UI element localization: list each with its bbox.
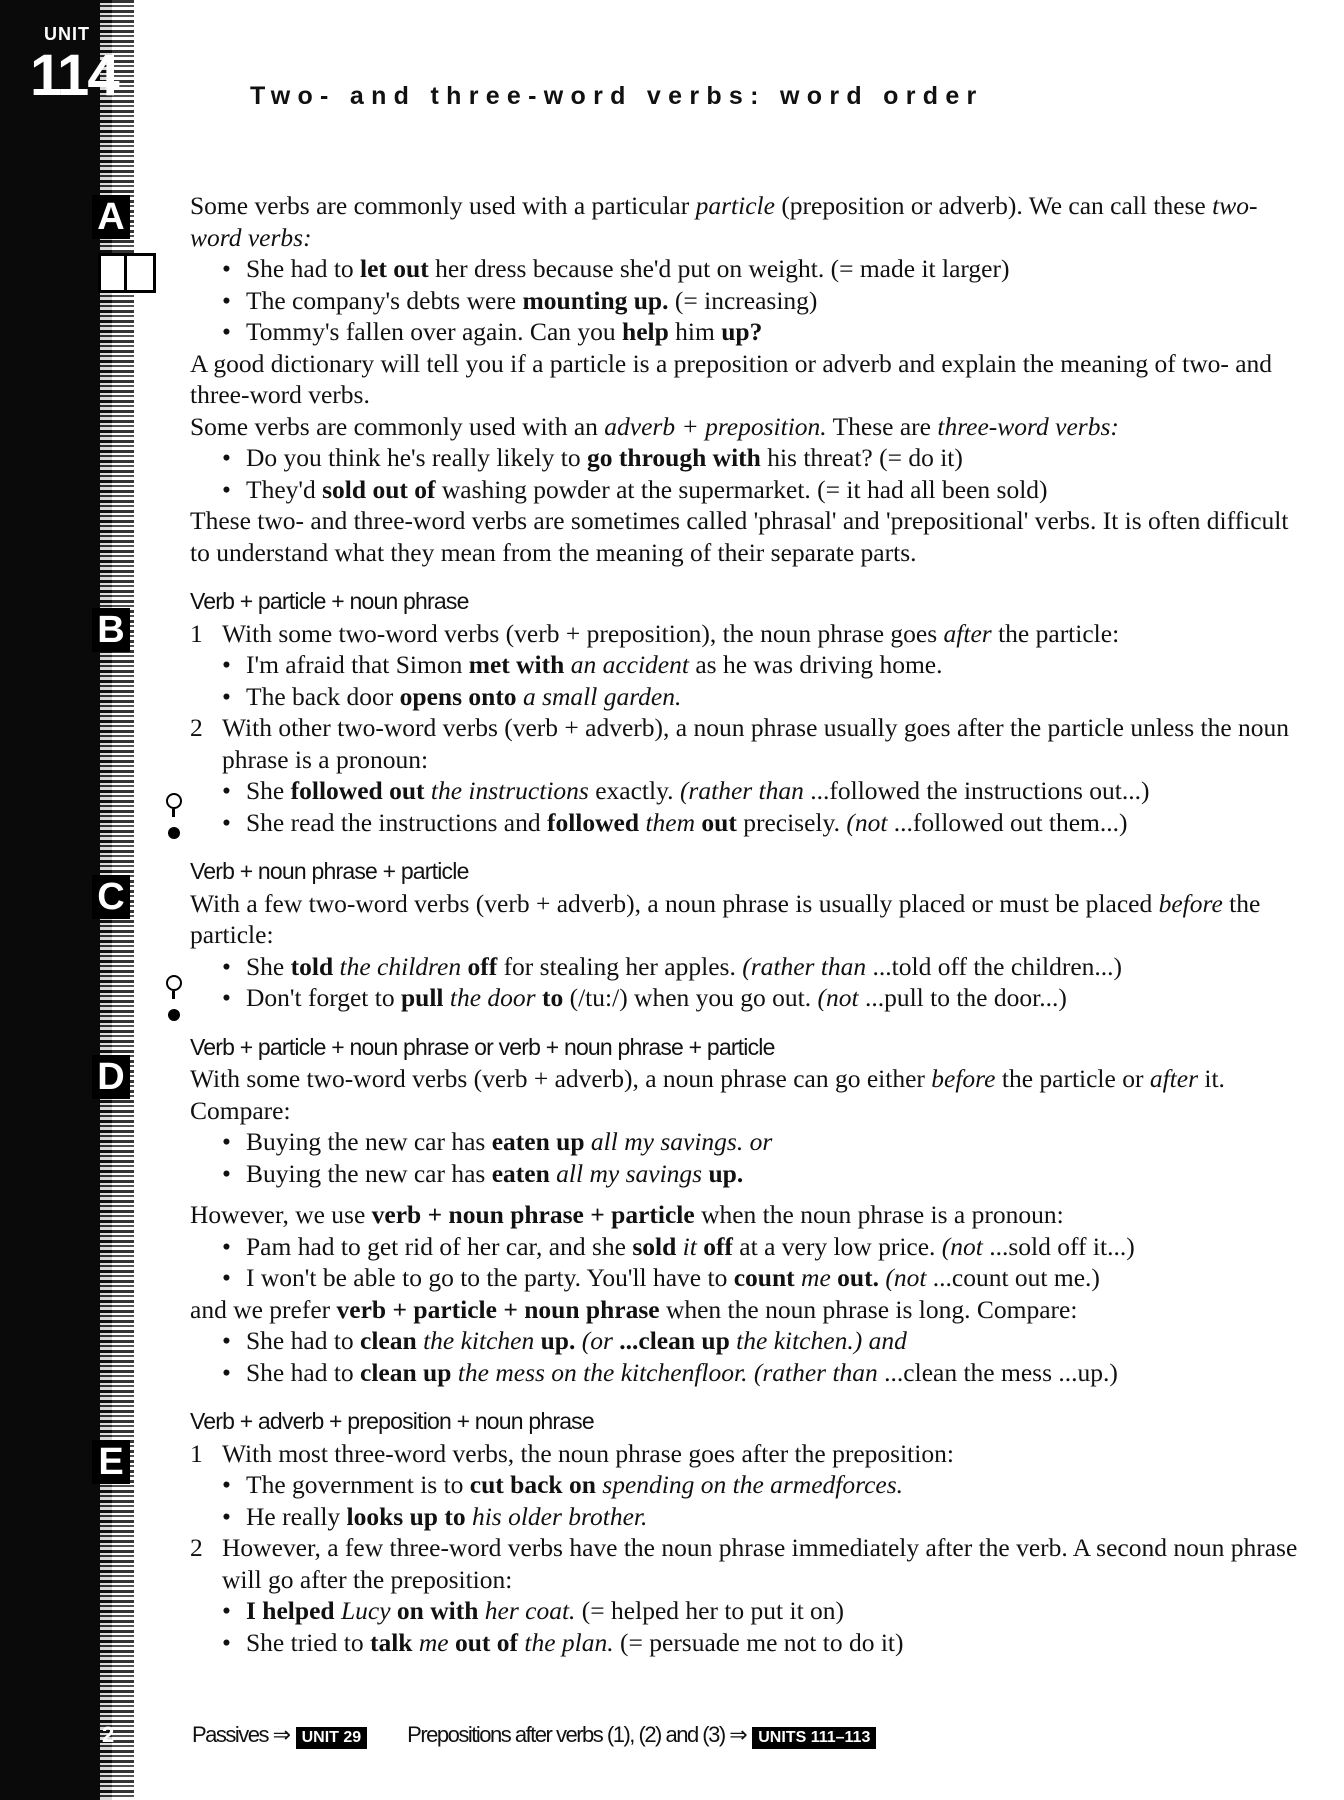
example-item: • She told the children off for stealing her apples. (rather than ...told off the children...): [190, 951, 1300, 983]
paragraph: With a few two-word verbs (verb + adverb), a noun phrase is usually placed or must be placed before the particle:: [190, 888, 1261, 949]
prepositions-link[interactable]: Prepositions after verbs (1), (2) and (3) ⇒: [407, 1722, 747, 1747]
example-item: • Do you think he's really likely to go through with his threat? (= do it): [190, 442, 1300, 474]
page-number: 2: [102, 1722, 115, 1747]
example-item: • She had to clean the kitchen up. (or ...clean up the kitchen.) and: [190, 1325, 1300, 1357]
warning-icon: [166, 793, 182, 833]
paragraph: and we prefer verb + particle + noun phrase when the noun phrase is long. Compare:: [190, 1294, 1078, 1324]
example-item: • Tommy's fallen over again. Can you help him up?: [190, 316, 1300, 348]
book-icon: [98, 253, 156, 293]
paragraph: However, we use verb + noun phrase + particle when the noun phrase is a pronoun:: [190, 1200, 1064, 1229]
unit-label: UNIT: [44, 24, 90, 44]
example-item: • I helped Lucy on with her coat. (= helped her to put it on): [190, 1595, 1300, 1627]
section-letter-a: A: [92, 195, 130, 239]
example-item: • I'm afraid that Simon met with an accident as he was driving home.: [190, 649, 1300, 681]
unit-29-badge[interactable]: UNIT 29: [296, 1727, 368, 1749]
page-title: Two- and three-word verbs: word order: [250, 82, 984, 110]
numbered-item: 2 However, a few three-word verbs have the noun phrase immediately after the verb. A second noun phrase will go after the preposition:: [190, 1533, 1298, 1594]
example-item: • Pam had to get rid of her car, and she sold it off at a very low price. (not ...sold off it...): [190, 1231, 1300, 1263]
paragraph: These two- and three-word verbs are sometimes called 'phrasal' and 'prepositional' verbs. It is often difficult to understand what they mean from the meaning of their separate parts.: [190, 506, 1289, 567]
section-letter-d: D: [92, 1055, 130, 1099]
example-item: • She read the instructions and followed them out precisely. (not ...followed out them...): [190, 807, 1300, 839]
warning-icon: [166, 975, 182, 1015]
section-letter-c: C: [92, 875, 130, 919]
example-item: • She tried to talk me out of the plan. (= persuade me not to do it): [190, 1627, 1300, 1659]
section-letter-b: B: [92, 608, 130, 652]
cross-reference-footer: [192, 1722, 916, 1749]
example-item: • Buying the new car has eaten all my savings up.: [190, 1158, 1300, 1190]
example-item: • She had to clean up the mess on the kitchenfloor. (rather than ...clean the mess ...up.): [190, 1357, 1300, 1389]
numbered-item: 2 With other two-word verbs (verb + adverb), a noun phrase usually goes after the particle unless the noun phrase is a pronoun:: [190, 713, 1290, 774]
unit-number: 114: [30, 43, 118, 108]
example-item: • The government is to cut back on spending on the armedforces.: [190, 1469, 1300, 1501]
paragraph: Some verbs are commonly used with a particular particle (preposition or adverb). We can call these two-word verbs:: [190, 191, 1258, 252]
example-item: • Buying the new car has eaten up all my savings. or: [190, 1126, 1300, 1158]
numbered-item: 1 With most three-word verbs, the noun phrase goes after the preposition:: [190, 1438, 954, 1468]
section-heading: Verb + particle + noun phrase or verb + noun phrase + particle: [190, 1033, 775, 1060]
passives-link[interactable]: Passives ⇒: [192, 1722, 290, 1747]
example-item: • I won't be able to go to the party. You'll have to count me out. (not ...count out me.): [190, 1262, 1300, 1294]
example-item: • They'd sold out of washing powder at the supermarket. (= it had all been sold): [190, 474, 1300, 506]
section-heading: Verb + noun phrase + particle: [190, 858, 469, 884]
page-content: [190, 190, 1300, 1658]
example-item: • The company's debts were mounting up. (= increasing): [190, 285, 1300, 317]
numbered-item: 1 With some two-word verbs (verb + preposition), the noun phrase goes after the particle:: [190, 618, 1120, 648]
example-item: • Don't forget to pull the door to (/tu:/) when you go out. (not ...pull to the door...): [190, 982, 1300, 1014]
paragraph: A good dictionary will tell you if a particle is a preposition or adverb and explain the meaning of two- and three-word verbs.: [190, 348, 1273, 409]
example-item: • The back door opens onto a small garden.: [190, 681, 1300, 713]
paragraph: Some verbs are commonly used with an adverb + preposition. These are three-word verbs:: [190, 411, 1119, 441]
section-heading: Verb + particle + noun phrase: [190, 588, 469, 614]
example-item: • She had to let out her dress because she'd put on weight. (= made it larger): [190, 253, 1300, 285]
units-111-113-badge[interactable]: UNITS 111–113: [752, 1727, 876, 1749]
section-heading: Verb + adverb + preposition + noun phrase: [190, 1408, 594, 1434]
section-letter-e: E: [92, 1440, 130, 1484]
example-item: • She followed out the instructions exactly. (rather than ...followed the instructions out...): [190, 775, 1300, 807]
example-item: • He really looks up to his older brother.: [190, 1501, 1300, 1533]
paragraph: With some two-word verbs (verb + adverb), a noun phrase can go either before the particle or after it. Compare:: [190, 1064, 1225, 1125]
